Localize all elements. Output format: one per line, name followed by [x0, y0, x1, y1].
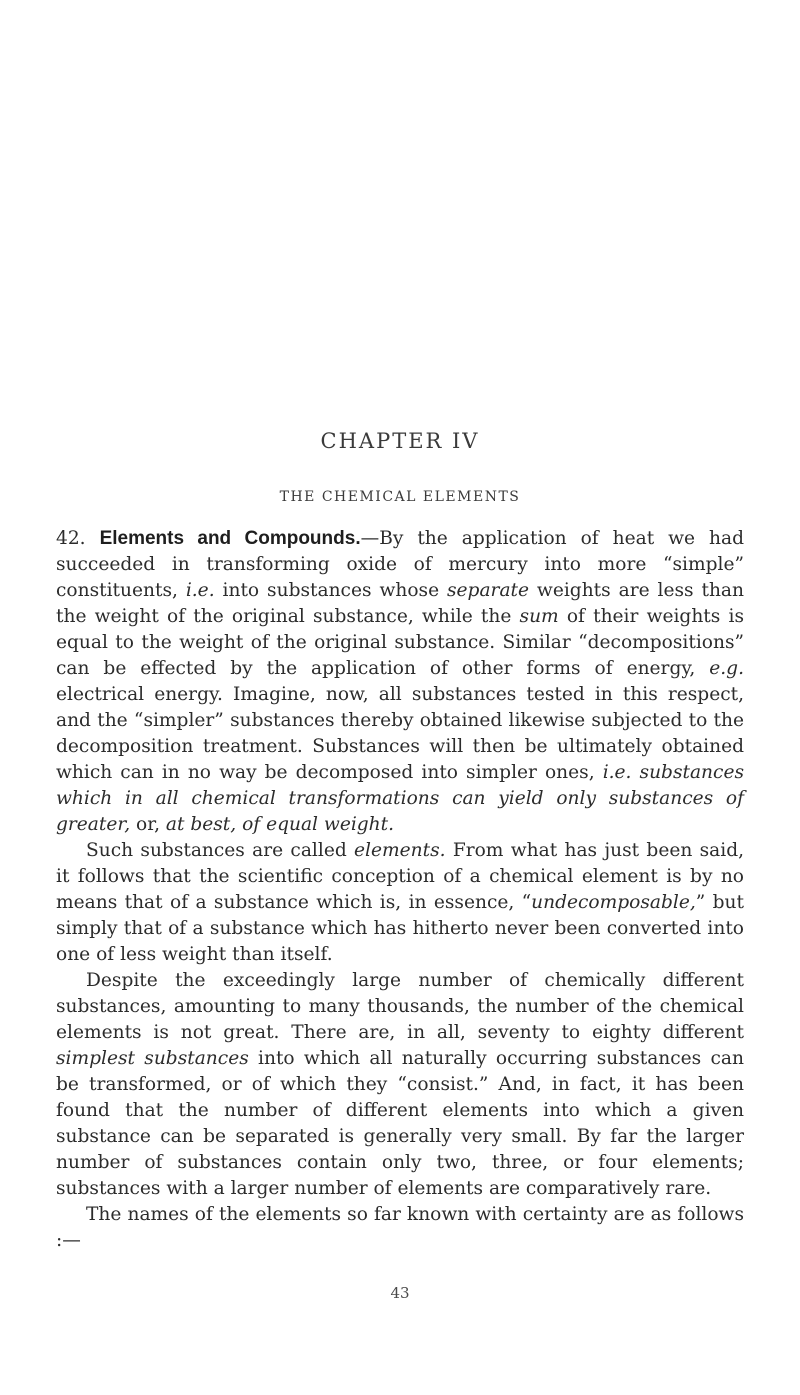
- p1-text-4: of their weights is equal to the weight of the original substance. Similar “decompositions” can be effected by the application of other forms of energy,: [56, 606, 744, 679]
- p1-italic-clause: substances which in all chemical transformations can yield only substances of greater,: [56, 762, 744, 835]
- p1-ie-1: i.e.: [185, 580, 215, 601]
- page-number: 43: [390, 1284, 410, 1302]
- p2-undecomposable: undecomposable,: [531, 892, 696, 913]
- paragraph-2: [56, 838, 744, 968]
- chapter-title: THE CHEMICAL ELEMENTS: [279, 489, 521, 505]
- p1-text-3: weights are less than the weight of the original substance, while the: [56, 580, 744, 627]
- p4-text-1: The names of the elements so far known with certainty are as follows :—: [56, 1204, 744, 1251]
- p1-ie-2: i.e.: [602, 762, 632, 783]
- p1-separate: separate: [447, 580, 529, 601]
- p2-elements: elements.: [354, 840, 446, 861]
- p2-text-2: From what has just been said, it follows that the scientific conception of a chemical element is by no means that of a substance which is, in essence, “: [56, 840, 745, 913]
- p1-italic-clause-2: at best, of equal weight.: [159, 814, 395, 835]
- p1-or: or,: [136, 814, 160, 835]
- p3-text-2: into which all naturally occurring substances can be transformed, or of which they “consist.” And, in fact, it has been found that the number of different elements into which a given substance can be separated is generally very small. By far the larger number of substances contain only two, three, or four elements; substances with a larger number of elements are comparatively rare.: [56, 1048, 744, 1199]
- section-dash: —: [360, 528, 380, 549]
- paragraph-1: [56, 526, 744, 838]
- p2-text-1: Such substances are called: [86, 840, 355, 861]
- paragraph-3: [56, 968, 744, 1202]
- p1-text-1: By the application of heat we had succeeded in transforming oxide of mercury into more “simple” constituents,: [56, 528, 744, 601]
- paragraph-4: [56, 1202, 744, 1254]
- section-heading: Elements and Compounds.: [99, 528, 361, 549]
- section-number: 42.: [56, 528, 86, 549]
- p1-text-2: into substances whose: [214, 580, 448, 601]
- p1-sum: sum: [519, 606, 559, 627]
- p3-simplest: simplest substances: [56, 1048, 249, 1069]
- p2-text-3: ” but simply that of a substance which has hitherto never been converted into one of less weight than itself.: [56, 892, 744, 965]
- p3-text-1: Despite the exceedingly large number of chemically different substances, amounting to many thousands, the number of the chemical elements is not great. There are, in all, seventy to eighty different: [56, 970, 744, 1043]
- p1-eg: e.g.: [709, 658, 744, 679]
- body-text: [56, 526, 744, 1254]
- p1-text-5: electrical energy. Imagine, now, all substances tested in this respect, and the “simpler” substances thereby obtained likewise subjected to the decomposition treatment. Substances will then be ultimately obtained which can in no way be decomposed into simpler ones,: [56, 684, 744, 783]
- chapter-number: CHAPTER IV: [320, 429, 480, 453]
